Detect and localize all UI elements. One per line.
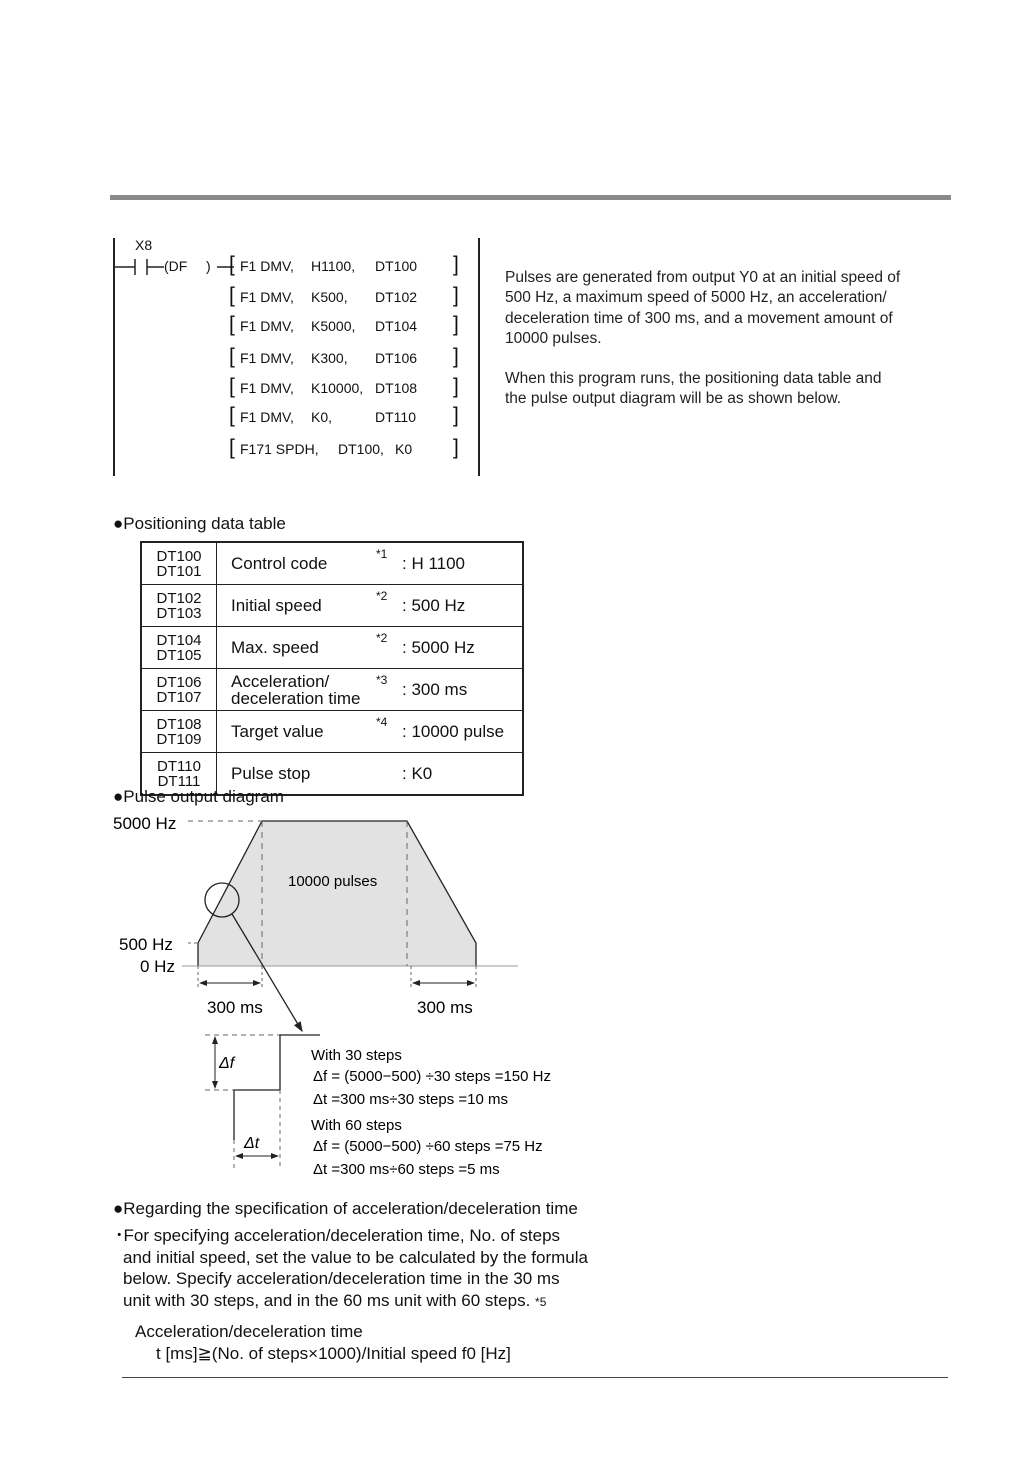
steps60-title: With 60 steps	[311, 1117, 402, 1134]
register-start: DT102	[156, 589, 202, 607]
rung-operand-2: K0	[395, 441, 413, 457]
register-start: DT100	[156, 547, 202, 565]
desc-line: Pulses are generated from output Y0 at an initial speed of	[505, 269, 901, 286]
item-value: : 5000 Hz	[402, 627, 523, 669]
rung-operand-1: K300,	[311, 350, 348, 366]
rung-close-bracket: ]	[453, 345, 459, 368]
register-end: DT111	[157, 772, 201, 790]
item-value: : K0	[402, 753, 523, 796]
steps60-delta-f: Δf = (5000−500) ÷60 steps =75 Hz	[313, 1138, 543, 1155]
steps60-delta-t: Δt =300 ms÷60 steps =5 ms	[313, 1161, 500, 1178]
register-end: DT103	[156, 604, 202, 622]
contact-label: X8	[135, 237, 153, 253]
spec-heading: ●Regarding the specification of acceleration/deceleration time	[113, 1199, 578, 1218]
pulse-area	[198, 821, 476, 966]
rung-close-bracket: ]	[453, 313, 459, 336]
accel-time-label: 300 ms	[207, 998, 263, 1017]
spec-line: unit with 30 steps, and in the 60 ms unit with 60 steps.	[123, 1290, 531, 1310]
register-start: DT110	[157, 757, 201, 775]
rung-instruction: F1 DMV,	[240, 409, 294, 425]
rung-operand-1: K0,	[311, 409, 333, 425]
y-label-max: 5000 Hz	[113, 814, 177, 833]
desc-line: When this program runs, the positioning data table and	[505, 370, 882, 388]
rung-operand-1: H1100,	[311, 258, 356, 274]
desc-line: the pulse output diagram will be as shown below.	[505, 390, 842, 408]
rung-open-bracket: [	[229, 253, 235, 276]
bullet-icon: ●	[113, 1199, 124, 1218]
register-start: DT106	[156, 673, 202, 691]
spec-text	[115, 1225, 588, 1313]
item-name: Acceleration/ deceleration time	[217, 669, 377, 711]
bullet-icon: ●	[113, 787, 124, 806]
y-label-zero: 0 Hz	[140, 957, 175, 976]
desc-line: deceleration time of 300 ms, and a movement amount of	[505, 309, 893, 327]
footnote-ref: *5	[535, 1294, 547, 1309]
item-name: Control code	[217, 542, 377, 585]
item-name: Pulse stop	[217, 753, 377, 796]
footer-rule	[122, 1377, 948, 1378]
positioning-table-heading: ●Positioning data table	[113, 514, 286, 533]
register-end: DT101	[156, 562, 202, 580]
rung-open-bracket: [	[229, 313, 235, 336]
df-instruction: (DF	[164, 258, 188, 274]
rung-instruction: F1 DMV,	[240, 318, 294, 334]
spec-line: ･For specifying acceleration/deceleration time, No. of steps	[115, 1226, 561, 1245]
rung-operand-2: DT100	[375, 258, 418, 274]
rung-instruction: F1 DMV,	[240, 258, 294, 274]
desc-line: 500 Hz, a maximum speed of 5000 Hz, an acceleration/	[505, 289, 887, 307]
item-value: : 500 Hz	[402, 585, 523, 627]
register-end: DT109	[156, 730, 202, 748]
rung-operand-1: K500,	[311, 289, 348, 305]
step-detail	[234, 1035, 320, 1140]
rung-open-bracket: [	[229, 345, 235, 368]
rung-instruction: F1 DMV,	[240, 289, 294, 305]
rung-open-bracket: [	[229, 284, 235, 307]
bullet-icon: ●	[113, 514, 124, 533]
steps30-delta-f: Δf = (5000−500) ÷30 steps =150 Hz	[313, 1068, 551, 1085]
spec-line: below. Specify acceleration/deceleration time in the 30 ms	[123, 1269, 560, 1288]
rung-operand-2: DT102	[375, 289, 418, 305]
item-value: : 10000 pulse	[402, 711, 523, 753]
note-ref: *4	[376, 711, 402, 753]
desc-line: 10000 pulses.	[505, 329, 602, 347]
register-start: DT104	[156, 631, 202, 649]
rung-close-bracket: ]	[453, 253, 459, 276]
pulse-diagram-heading: ●Pulse output diagram	[113, 787, 284, 806]
decel-time-label: 300 ms	[417, 998, 473, 1017]
delta-f-label: Δf	[219, 1055, 235, 1072]
item-name: Target value	[217, 711, 377, 753]
delta-t-label: Δt	[244, 1135, 260, 1152]
rung-operand-1: DT100,	[338, 441, 384, 457]
formula-title: Acceleration/deceleration time	[135, 1322, 363, 1341]
rung-instruction: F1 DMV,	[240, 350, 294, 366]
item-value: : H 1100	[402, 542, 523, 585]
note-ref: *1	[376, 542, 402, 585]
formula: t [ms]≧(No. of steps×1000)/Initial speed f0 [Hz]	[156, 1344, 511, 1363]
register-end: DT105	[156, 646, 202, 664]
note-ref: *3	[376, 669, 402, 711]
rung-close-bracket: ]	[453, 375, 459, 398]
rung-operand-2: DT106	[375, 350, 418, 366]
rung-operand-1: K5000,	[311, 318, 356, 334]
item-name: Max. speed	[217, 627, 377, 669]
register-end: DT107	[156, 688, 202, 706]
note-ref: *2	[376, 585, 402, 627]
steps30-title: With 30 steps	[311, 1047, 402, 1064]
rung-open-bracket: [	[229, 404, 235, 427]
rung-close-bracket: ]	[453, 436, 459, 459]
item-value: : 300 ms	[402, 669, 523, 711]
spec-line: and initial speed, set the value to be calculated by the formula	[123, 1247, 588, 1267]
rung-close-bracket: ]	[453, 284, 459, 307]
item-name: Initial speed	[217, 585, 377, 627]
rung-operand-2: DT108	[375, 380, 418, 396]
area-label: 10000 pulses	[288, 873, 378, 890]
rung-operand-1: K10000,	[311, 380, 364, 396]
register-start: DT108	[156, 715, 202, 733]
rung-operand-2: DT104	[375, 318, 418, 334]
steps30-delta-t: Δt =300 ms÷30 steps =10 ms	[313, 1091, 509, 1108]
rung-operand-2: DT110	[375, 409, 416, 425]
rung-instruction: F1 DMV,	[240, 380, 294, 396]
rung-close-bracket: ]	[453, 404, 459, 427]
df-close: )	[206, 258, 211, 274]
rung-open-bracket: [	[229, 436, 235, 459]
y-label-init: 500 Hz	[119, 935, 173, 954]
rung-open-bracket: [	[229, 375, 235, 398]
note-ref: *2	[376, 627, 402, 669]
rung-instruction: F171 SPDH,	[240, 441, 319, 457]
